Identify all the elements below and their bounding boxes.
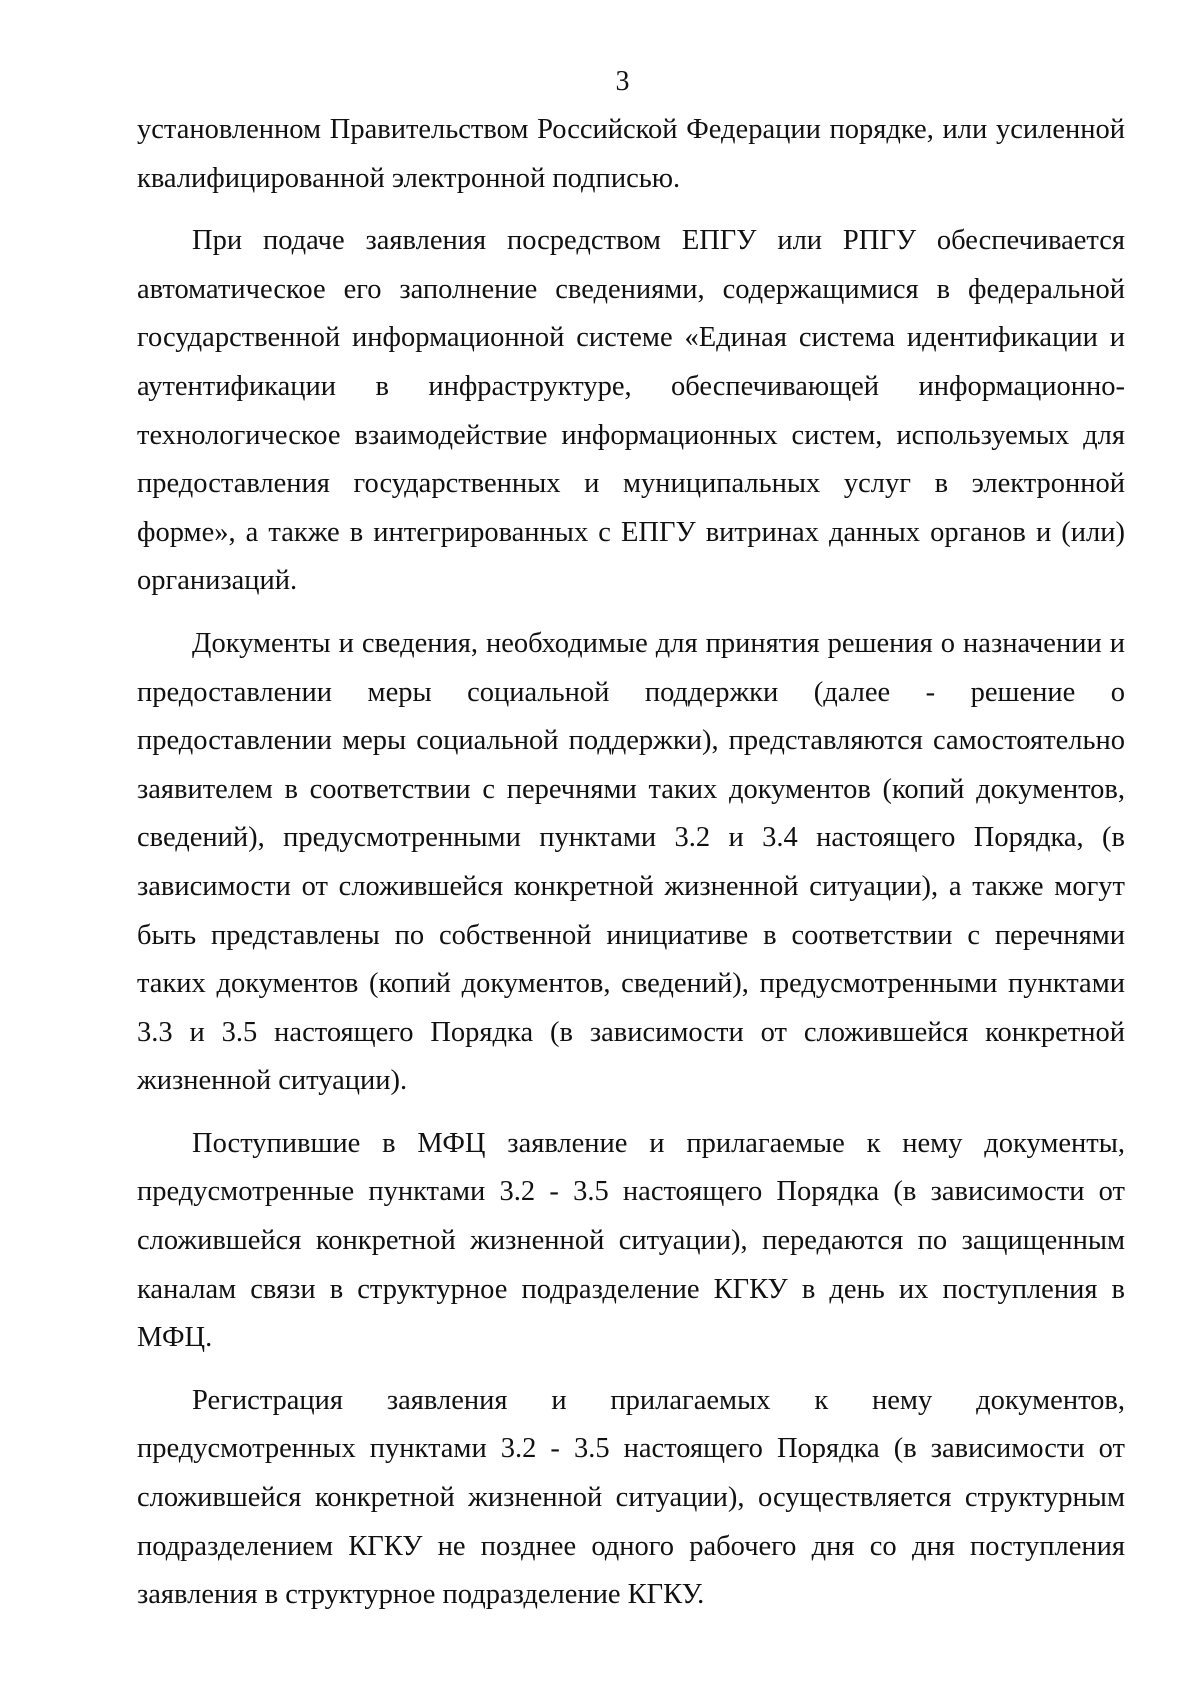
paragraph-2: При подаче заявления посредством ЕПГУ или РПГУ обеспечивается автоматическое его заполнение сведениями, содержащимися в федеральной государственной информационной системе «Единая система идентификации и аутентификации в инфраструктуре, обеспечивающей информационно-технологическое взаимодействие информационных систем, используемых для предоставления государственных и муниципальных услуг в электронной форме», а также в интегрированных с ЕПГУ витринах данных органов и (или) организаций. [137, 225, 1125, 597]
paragraph-4: Поступившие в МФЦ заявление и прилагаемые к нему документы, предусмотренные пунктами 3.2 - 3.5 настоящего Порядка (в зависимости от сложившейся конкретной жизненной ситуации), передаются по защищенным каналам связи в структурное подразделение КГКУ в день их поступления в МФЦ. [137, 1127, 1125, 1354]
document-body [137, 106, 1125, 1620]
paragraph-1: установленном Правительством Российской Федерации порядке, или усиленной квалифицированной электронной подписью. [137, 114, 1125, 194]
paragraph-3: Документы и сведения, необходимые для принятия решения о назначении и предоставлении меры социальной поддержки (далее - решение о предоставлении меры социальной поддержки), представляются самостоятельно заявителем в соответствии с перечнями таких документов (копий документов, сведений), предусмотренными пунктами 3.2 и 3.4 настоящего Порядка, (в зависимости от сложившейся конкретной жизненной ситуации), а также могут быть представлены по собственной инициативе в соответствии с перечнями таких документов (копий документов, сведений), предусмотренными пунктами 3.3 и 3.5 настоящего Порядка (в зависимости от сложившейся конкретной жизненной ситуации). [137, 627, 1125, 1097]
paragraph-5: Регистрация заявления и прилагаемых к нему документов, предусмотренных пунктами 3.2 - 3.5 настоящего Порядка (в зависимости от сложившейся конкретной жизненной ситуации), осуществляется структурным подразделением КГКУ не позднее одного рабочего дня со дня поступления заявления в структурное подразделение КГКУ. [137, 1384, 1125, 1611]
page-number: 3 [615, 66, 630, 97]
